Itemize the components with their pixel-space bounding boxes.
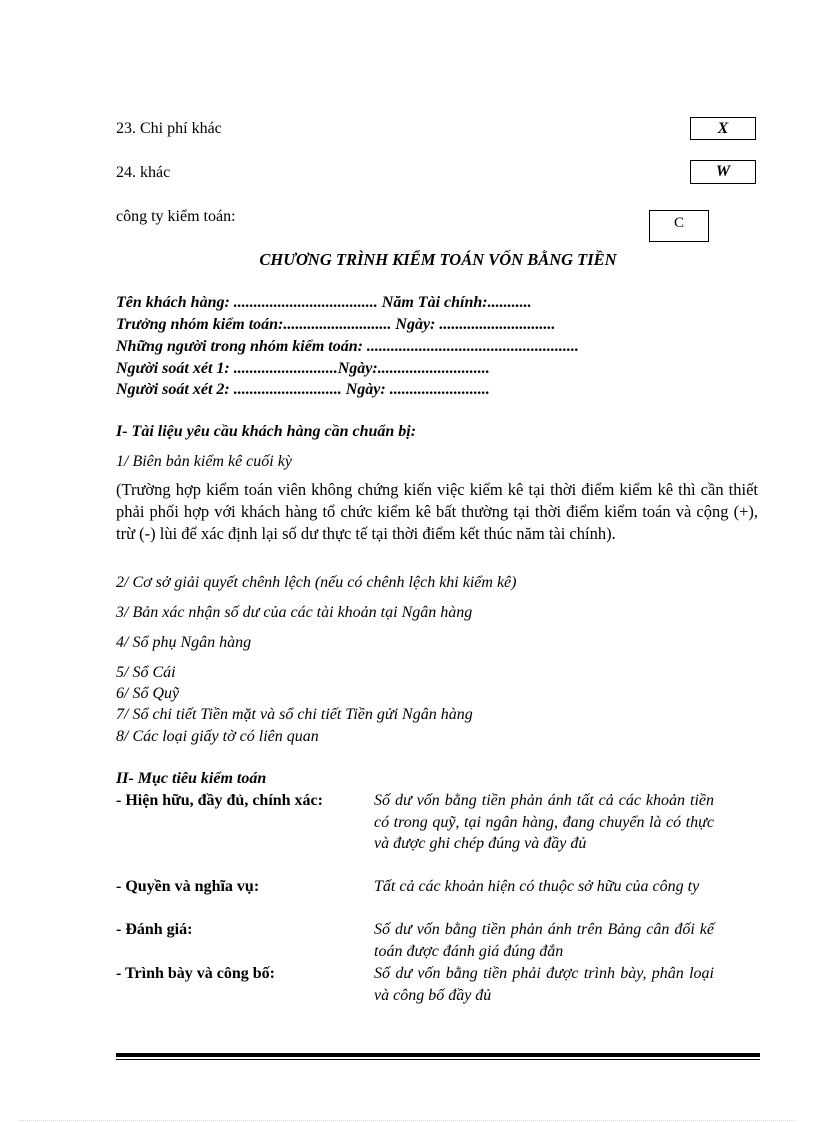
item-23-label: 23. Chi phí khác	[116, 120, 222, 137]
objective-label: - Hiện hữu, đầy đủ, chính xác:	[116, 792, 323, 809]
section1-item-1: 1/ Biên bản kiểm kê cuối kỳ	[116, 453, 292, 470]
section1-item-6: 6/ Sổ Quỹ	[116, 685, 180, 702]
code-box-x: X	[690, 117, 756, 140]
item-24-label: 24. khác	[116, 164, 171, 181]
objective-desc: Số dư vốn bằng tiền phản ánh trên Bảng cân đối kế toán được đánh giá đúng đắn	[374, 921, 714, 960]
objective-label: - Trình bày và công bố:	[116, 965, 275, 982]
section1-item-8: 8/ Các loại giấy tờ có liên quan	[116, 728, 319, 745]
company-label: công ty kiểm toán:	[116, 208, 236, 225]
section2-heading: II- Mục tiêu kiểm toán	[116, 770, 267, 787]
info-team-members: Những người trong nhóm kiểm toán: .....................................................	[116, 338, 579, 355]
page-edge-dots	[20, 1120, 796, 1121]
section1-item-7: 7/ Sổ chi tiết Tiền mặt và sổ chi tiết Tiền gửi Ngân hàng	[116, 706, 473, 723]
info-team-leader: Trưởng nhóm kiểm toán:........................... Ngày: .............................	[116, 316, 556, 333]
objective-label: - Đánh giá:	[116, 921, 193, 938]
info-reviewer-1: Người soát xét 1: ..........................Ngày:............................	[116, 360, 490, 377]
footer-rule-thick	[116, 1053, 760, 1057]
footer-rule-thin	[116, 1059, 760, 1060]
section1-item-2: 2/ Cơ sở giải quyết chênh lệch (nếu có chênh lệch khi kiểm kê)	[116, 574, 517, 591]
page-title: CHƯƠNG TRÌNH KIỂM TOÁN VỐN BẰNG TIỀN	[259, 250, 617, 269]
objective-desc: Tất cả các khoản hiện có thuộc sở hữu của công ty	[374, 878, 700, 895]
info-client-name: Tên khách hàng: .................................... Năm Tài chính:...........	[116, 294, 532, 311]
section1-heading: I- Tài liệu yêu cầu khách hàng cần chuẩn bị:	[116, 423, 417, 440]
objective-desc: Số dư vốn bằng tiền phản ánh tất cả các khoản tiền có trong quỹ, tại ngân hàng, đang chuyển là có thực và được ghi chép đúng và đầy đủ	[374, 792, 714, 852]
objective-label: - Quyền và nghĩa vụ:	[116, 878, 260, 895]
section1-item-5: 5/ Sổ Cái	[116, 664, 176, 681]
code-box-w: W	[690, 160, 756, 184]
section1-item-3: 3/ Bản xác nhận số dư của các tài khoản tại Ngân hàng	[116, 604, 473, 621]
objective-desc: Số dư vốn bằng tiền phải được trình bày, phân loại và công bố đầy đủ	[374, 965, 714, 1004]
section1-item-4: 4/ Sổ phụ Ngân hàng	[116, 634, 252, 651]
section1-paragraph: (Trường hợp kiểm toán viên không chứng kiến việc kiểm kê tại thời điểm kiểm kê thì cần thiết phải phối hợp với khách hàng tổ chức kiểm kê bất thường tại thời điểm kiểm toán và cộng (+), trừ (-) lùi để xác định lại số dư thực tế tại thời điểm kết thúc năm tài chính).	[116, 480, 758, 543]
info-reviewer-2: Người soát xét 2: ........................... Ngày: .........................	[116, 381, 490, 398]
code-box-c: C	[649, 210, 709, 242]
